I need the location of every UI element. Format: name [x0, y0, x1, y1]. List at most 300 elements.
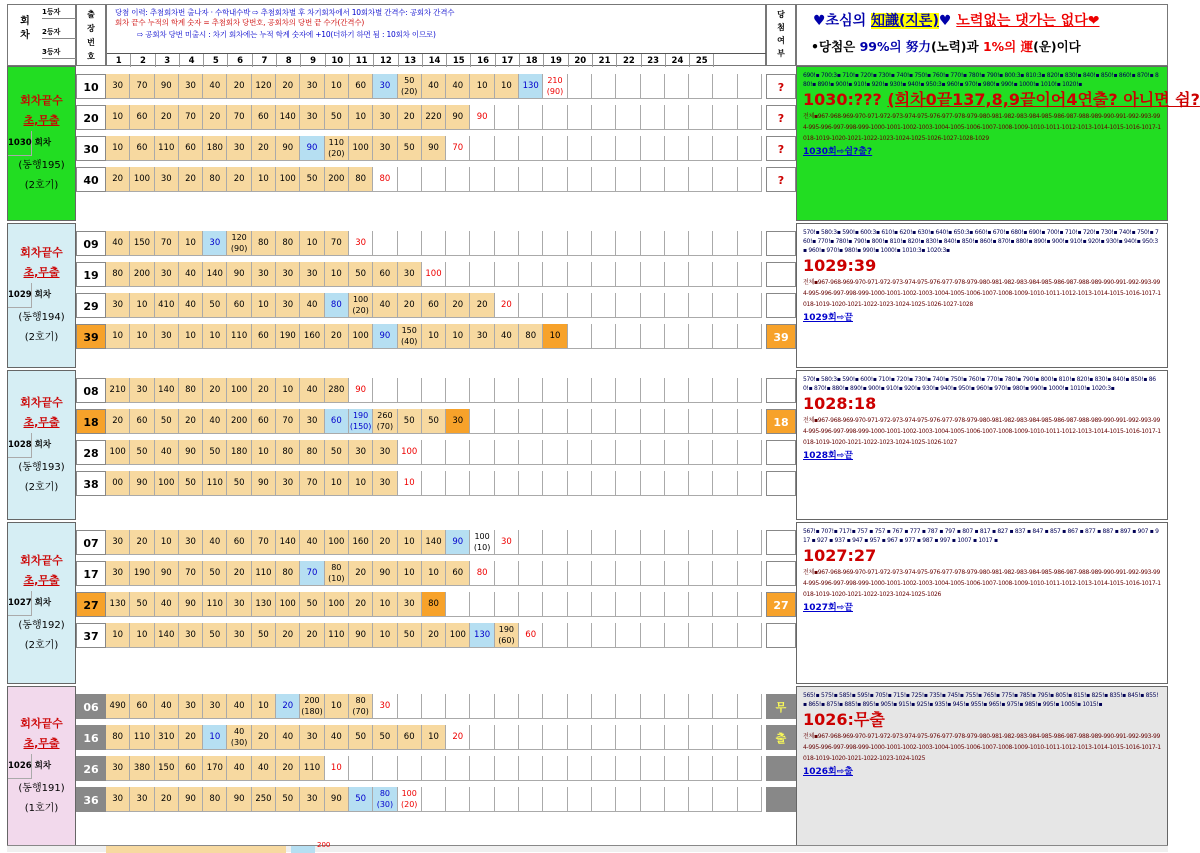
table-cell[interactable]: 90 [470, 105, 494, 130]
table-cell[interactable] [689, 694, 713, 719]
table-cell[interactable] [713, 293, 737, 318]
table-cell[interactable] [422, 787, 446, 812]
table-cell[interactable]: 190 (60) [495, 623, 519, 648]
table-cell[interactable]: 30 [106, 530, 130, 555]
table-cell[interactable] [543, 530, 567, 555]
table-cell[interactable] [592, 378, 616, 403]
table-cell[interactable]: 60 [446, 561, 470, 586]
table-cell[interactable]: 100 [276, 592, 300, 617]
table-cell[interactable]: 130 [106, 592, 130, 617]
table-cell[interactable]: 90 [227, 787, 251, 812]
table-cell[interactable] [665, 231, 689, 256]
table-cell[interactable] [641, 136, 665, 161]
table-cell[interactable]: 20 [495, 293, 519, 318]
table-cell[interactable] [689, 105, 713, 130]
table-cell[interactable]: 70 [227, 105, 251, 130]
table-cell[interactable]: 120 (90) [227, 231, 251, 256]
table-cell[interactable]: 20 [349, 592, 373, 617]
table-cell[interactable] [689, 378, 713, 403]
table-cell[interactable]: 30 [106, 74, 130, 99]
table-cell[interactable] [689, 74, 713, 99]
table-cell[interactable]: 200 [325, 167, 349, 192]
round-link[interactable]: 1028회⇨끝 [803, 451, 853, 461]
table-cell[interactable] [470, 378, 494, 403]
table-cell[interactable]: 20 [155, 787, 179, 812]
round-link[interactable]: 1026회⇨출 [803, 767, 853, 777]
table-cell[interactable]: 70 [179, 561, 203, 586]
table-cell[interactable]: 50 [349, 725, 373, 750]
table-cell[interactable]: 90 [349, 623, 373, 648]
table-cell[interactable] [470, 725, 494, 750]
table-cell[interactable]: 70 [130, 74, 154, 99]
table-cell[interactable]: 20 [227, 561, 251, 586]
table-cell[interactable]: 10 [373, 592, 397, 617]
table-cell[interactable] [641, 471, 665, 496]
table-cell[interactable]: 50 [179, 471, 203, 496]
table-cell[interactable]: 30 [373, 105, 397, 130]
table-cell[interactable] [689, 725, 713, 750]
table-cell[interactable]: 50 [398, 409, 422, 434]
table-cell[interactable] [665, 440, 689, 465]
table-cell[interactable] [665, 105, 689, 130]
table-cell[interactable]: 50 [398, 623, 422, 648]
table-cell[interactable] [738, 167, 762, 192]
table-cell[interactable] [519, 293, 543, 318]
table-cell[interactable] [422, 440, 446, 465]
table-cell[interactable]: 90 [446, 105, 470, 130]
table-cell[interactable]: 110 [203, 471, 227, 496]
table-cell[interactable] [373, 756, 397, 781]
table-cell[interactable]: 80 [106, 262, 130, 287]
table-cell[interactable] [568, 378, 592, 403]
table-cell[interactable] [641, 787, 665, 812]
table-cell[interactable]: 10 [130, 623, 154, 648]
table-cell[interactable]: 80 (70) [349, 694, 373, 719]
table-cell[interactable]: 90 [130, 471, 154, 496]
table-cell[interactable]: 380 [130, 756, 154, 781]
table-cell[interactable] [738, 324, 762, 349]
table-cell[interactable]: 60 [519, 623, 543, 648]
table-cell[interactable]: 150 [130, 231, 154, 256]
table-cell[interactable]: 50 [203, 561, 227, 586]
table-cell[interactable]: 30 [179, 694, 203, 719]
table-cell[interactable] [713, 167, 737, 192]
table-cell[interactable] [446, 167, 470, 192]
table-cell[interactable]: 20 [252, 725, 276, 750]
table-cell[interactable] [689, 561, 713, 586]
table-cell[interactable] [665, 293, 689, 318]
table-cell[interactable]: 10 [300, 231, 324, 256]
table-cell[interactable] [422, 694, 446, 719]
table-cell[interactable]: 60 [325, 409, 349, 434]
table-cell[interactable]: 80 [203, 167, 227, 192]
table-cell[interactable] [543, 136, 567, 161]
table-cell[interactable] [568, 623, 592, 648]
table-cell[interactable] [422, 231, 446, 256]
table-cell[interactable]: 20 [227, 167, 251, 192]
table-cell[interactable] [641, 409, 665, 434]
table-cell[interactable]: 280 [325, 378, 349, 403]
table-cell[interactable] [568, 74, 592, 99]
table-cell[interactable] [568, 530, 592, 555]
table-cell[interactable] [519, 409, 543, 434]
table-cell[interactable]: 100 [325, 592, 349, 617]
table-cell[interactable]: 140 [155, 378, 179, 403]
table-cell[interactable] [592, 105, 616, 130]
table-cell[interactable] [568, 167, 592, 192]
table-cell[interactable] [738, 623, 762, 648]
table-cell[interactable]: 10 [252, 167, 276, 192]
table-cell[interactable] [592, 324, 616, 349]
table-cell[interactable] [519, 231, 543, 256]
table-cell[interactable]: 40 [155, 440, 179, 465]
table-cell[interactable] [665, 623, 689, 648]
table-cell[interactable]: 30 [155, 262, 179, 287]
table-cell[interactable]: 10 [276, 378, 300, 403]
table-cell[interactable] [543, 378, 567, 403]
table-cell[interactable]: 30 [276, 471, 300, 496]
table-cell[interactable] [689, 293, 713, 318]
table-cell[interactable]: 30 [130, 787, 154, 812]
table-cell[interactable]: 100 [227, 378, 251, 403]
table-cell[interactable]: 60 [252, 409, 276, 434]
table-cell[interactable] [543, 262, 567, 287]
table-cell[interactable]: 90 [446, 530, 470, 555]
table-cell[interactable]: 90 [325, 787, 349, 812]
table-cell[interactable] [689, 262, 713, 287]
table-cell[interactable]: 30 [349, 440, 373, 465]
table-cell[interactable] [592, 756, 616, 781]
table-cell[interactable]: 60 [130, 136, 154, 161]
table-cell[interactable]: 40 [276, 725, 300, 750]
table-cell[interactable]: 30 [179, 74, 203, 99]
table-cell[interactable] [665, 262, 689, 287]
table-cell[interactable]: 100 [325, 530, 349, 555]
table-cell[interactable] [592, 409, 616, 434]
table-cell[interactable]: 90 [373, 561, 397, 586]
table-cell[interactable]: 30 [373, 440, 397, 465]
table-cell[interactable] [519, 136, 543, 161]
table-cell[interactable]: 110 [203, 592, 227, 617]
table-cell[interactable]: 190 (150) [349, 409, 373, 434]
table-cell[interactable] [568, 262, 592, 287]
table-cell[interactable] [568, 561, 592, 586]
table-cell[interactable]: 20 [470, 293, 494, 318]
table-cell[interactable]: 20 [276, 623, 300, 648]
table-cell[interactable]: 90 [179, 787, 203, 812]
table-cell[interactable] [738, 530, 762, 555]
table-cell[interactable]: 30 [155, 167, 179, 192]
table-cell[interactable] [616, 694, 640, 719]
table-cell[interactable] [616, 105, 640, 130]
table-cell[interactable] [616, 409, 640, 434]
table-cell[interactable]: 90 [227, 262, 251, 287]
table-cell[interactable]: 60 [398, 725, 422, 750]
table-cell[interactable] [568, 293, 592, 318]
table-cell[interactable]: 60 [179, 136, 203, 161]
table-cell[interactable]: 100 (10) [470, 530, 494, 555]
table-cell[interactable] [470, 471, 494, 496]
table-cell[interactable]: 30 [373, 471, 397, 496]
table-cell[interactable] [713, 74, 737, 99]
table-cell[interactable]: 80 [276, 440, 300, 465]
table-cell[interactable]: 10 [325, 74, 349, 99]
table-cell[interactable]: 60 [227, 293, 251, 318]
table-cell[interactable]: 200 [227, 409, 251, 434]
table-cell[interactable]: 70 [300, 561, 324, 586]
table-cell[interactable] [519, 105, 543, 130]
table-cell[interactable] [495, 231, 519, 256]
table-cell[interactable]: 30 [179, 623, 203, 648]
table-cell[interactable] [713, 440, 737, 465]
table-cell[interactable] [568, 471, 592, 496]
table-cell[interactable] [519, 167, 543, 192]
table-cell[interactable] [495, 136, 519, 161]
table-cell[interactable]: 260 (70) [373, 409, 397, 434]
table-cell[interactable]: 10 [252, 440, 276, 465]
table-cell[interactable] [665, 787, 689, 812]
table-cell[interactable] [738, 592, 762, 617]
table-cell[interactable] [519, 530, 543, 555]
table-cell[interactable] [543, 623, 567, 648]
table-cell[interactable]: 10 [470, 74, 494, 99]
table-cell[interactable]: 80 [519, 324, 543, 349]
table-cell[interactable]: 110 [325, 623, 349, 648]
table-cell[interactable]: 80 [349, 167, 373, 192]
table-cell[interactable] [641, 592, 665, 617]
table-cell[interactable]: 160 [349, 530, 373, 555]
table-cell[interactable] [738, 136, 762, 161]
table-cell[interactable]: 100 [155, 471, 179, 496]
table-cell[interactable]: 20 [252, 378, 276, 403]
table-cell[interactable] [543, 592, 567, 617]
table-cell[interactable]: 10 [130, 293, 154, 318]
table-cell[interactable]: 80 [300, 440, 324, 465]
table-cell[interactable] [495, 105, 519, 130]
table-cell[interactable]: 50 [373, 725, 397, 750]
table-cell[interactable]: 30 [179, 530, 203, 555]
table-cell[interactable] [470, 756, 494, 781]
table-cell[interactable]: 40 [106, 231, 130, 256]
table-cell[interactable]: 40 [373, 293, 397, 318]
table-cell[interactable] [689, 530, 713, 555]
table-cell[interactable]: 250 [252, 787, 276, 812]
table-cell[interactable]: 20 [446, 293, 470, 318]
table-cell[interactable] [470, 136, 494, 161]
table-cell[interactable]: 40 [300, 293, 324, 318]
table-cell[interactable] [422, 471, 446, 496]
table-cell[interactable]: 40 [325, 725, 349, 750]
table-cell[interactable]: 90 [349, 378, 373, 403]
table-cell[interactable] [568, 694, 592, 719]
table-cell[interactable]: 20 [325, 324, 349, 349]
table-cell[interactable]: 20 [300, 623, 324, 648]
table-cell[interactable]: 20 [106, 409, 130, 434]
table-cell[interactable] [446, 592, 470, 617]
table-cell[interactable]: 110 [252, 561, 276, 586]
table-cell[interactable]: 130 [470, 623, 494, 648]
table-cell[interactable]: 80 [422, 592, 446, 617]
table-cell[interactable]: 30 [106, 561, 130, 586]
table-cell[interactable] [543, 167, 567, 192]
table-cell[interactable] [665, 378, 689, 403]
table-cell[interactable]: 40 [422, 74, 446, 99]
table-cell[interactable] [543, 694, 567, 719]
table-cell[interactable] [641, 623, 665, 648]
table-cell[interactable]: 10 [106, 105, 130, 130]
table-cell[interactable]: 60 [130, 409, 154, 434]
table-cell[interactable] [470, 694, 494, 719]
round-link[interactable]: 1027회⇨끝 [803, 603, 853, 613]
table-cell[interactable]: 60 [227, 530, 251, 555]
table-cell[interactable] [495, 440, 519, 465]
table-cell[interactable] [592, 592, 616, 617]
table-cell[interactable]: 70 [179, 105, 203, 130]
table-cell[interactable] [470, 262, 494, 287]
table-cell[interactable] [592, 471, 616, 496]
table-cell[interactable] [641, 262, 665, 287]
table-cell[interactable] [616, 787, 640, 812]
table-cell[interactable]: 10 [325, 756, 349, 781]
table-cell[interactable] [495, 409, 519, 434]
table-cell[interactable]: 20 [276, 694, 300, 719]
table-cell[interactable]: 200 [130, 262, 154, 287]
table-cell[interactable] [519, 592, 543, 617]
table-cell[interactable] [738, 787, 762, 812]
table-cell[interactable]: 60 [130, 694, 154, 719]
table-cell[interactable]: 40 [495, 324, 519, 349]
table-cell[interactable]: 140 [203, 262, 227, 287]
table-cell[interactable] [470, 409, 494, 434]
table-cell[interactable] [519, 787, 543, 812]
table-cell[interactable] [616, 561, 640, 586]
table-cell[interactable] [616, 262, 640, 287]
table-cell[interactable]: 10 [422, 725, 446, 750]
table-cell[interactable] [543, 409, 567, 434]
table-cell[interactable]: 60 [252, 105, 276, 130]
table-cell[interactable] [543, 756, 567, 781]
table-cell[interactable]: 20 [155, 105, 179, 130]
table-cell[interactable]: 100 [422, 262, 446, 287]
table-cell[interactable] [470, 231, 494, 256]
table-cell[interactable]: 40 [446, 74, 470, 99]
table-cell[interactable]: 10 [106, 623, 130, 648]
table-cell[interactable]: 30 [203, 231, 227, 256]
table-cell[interactable] [398, 756, 422, 781]
table-cell[interactable]: 30 [227, 592, 251, 617]
table-cell[interactable]: 210 [106, 378, 130, 403]
table-cell[interactable]: 190 [276, 324, 300, 349]
table-cell[interactable] [713, 725, 737, 750]
table-cell[interactable]: 70 [446, 136, 470, 161]
table-cell[interactable]: 170 [203, 756, 227, 781]
table-cell[interactable]: 160 [300, 324, 324, 349]
table-cell[interactable]: 80 [276, 231, 300, 256]
table-cell[interactable]: 110 (20) [325, 136, 349, 161]
table-cell[interactable] [543, 561, 567, 586]
table-cell[interactable] [446, 756, 470, 781]
table-cell[interactable]: 10 [179, 231, 203, 256]
table-cell[interactable]: 00 [106, 471, 130, 496]
table-cell[interactable]: 50 (20) [398, 74, 422, 99]
table-cell[interactable] [543, 293, 567, 318]
table-cell[interactable]: 30 [373, 136, 397, 161]
table-cell[interactable] [641, 378, 665, 403]
table-cell[interactable]: 70 [252, 530, 276, 555]
table-cell[interactable]: 490 [106, 694, 130, 719]
table-cell[interactable]: 30 [227, 136, 251, 161]
table-cell[interactable] [470, 592, 494, 617]
table-cell[interactable] [398, 231, 422, 256]
table-cell[interactable]: 30 [300, 74, 324, 99]
table-cell[interactable] [543, 440, 567, 465]
table-cell[interactable] [738, 561, 762, 586]
table-cell[interactable]: 50 [155, 409, 179, 434]
table-cell[interactable]: 10 [349, 471, 373, 496]
table-cell[interactable] [713, 105, 737, 130]
table-cell[interactable] [665, 725, 689, 750]
table-cell[interactable] [738, 74, 762, 99]
table-cell[interactable]: 180 [227, 440, 251, 465]
table-cell[interactable]: 20 [398, 293, 422, 318]
table-cell[interactable] [568, 409, 592, 434]
table-cell[interactable]: 50 [227, 471, 251, 496]
table-cell[interactable]: 10 [179, 324, 203, 349]
table-cell[interactable]: 90 [276, 136, 300, 161]
table-cell[interactable] [495, 725, 519, 750]
table-cell[interactable] [689, 623, 713, 648]
table-cell[interactable] [738, 231, 762, 256]
table-cell[interactable] [495, 262, 519, 287]
table-cell[interactable]: 10 [349, 105, 373, 130]
table-cell[interactable] [713, 756, 737, 781]
table-cell[interactable]: 30 [446, 409, 470, 434]
table-cell[interactable] [446, 694, 470, 719]
table-cell[interactable] [641, 167, 665, 192]
table-cell[interactable]: 190 [130, 561, 154, 586]
table-cell[interactable] [689, 136, 713, 161]
table-cell[interactable] [616, 592, 640, 617]
table-cell[interactable] [616, 293, 640, 318]
table-cell[interactable] [665, 471, 689, 496]
table-cell[interactable] [568, 105, 592, 130]
table-cell[interactable] [738, 409, 762, 434]
table-cell[interactable] [495, 471, 519, 496]
table-cell[interactable]: 50 [398, 136, 422, 161]
table-cell[interactable]: 50 [325, 440, 349, 465]
table-cell[interactable]: 10 [252, 293, 276, 318]
table-cell[interactable]: 30 [300, 787, 324, 812]
table-cell[interactable] [738, 756, 762, 781]
table-cell[interactable] [641, 440, 665, 465]
table-cell[interactable]: 20 [373, 530, 397, 555]
table-cell[interactable] [738, 262, 762, 287]
table-cell[interactable] [568, 324, 592, 349]
table-cell[interactable]: 150 (40) [398, 324, 422, 349]
table-cell[interactable] [713, 530, 737, 555]
table-cell[interactable]: 50 [300, 592, 324, 617]
table-cell[interactable]: 20 [179, 409, 203, 434]
table-cell[interactable]: 30 [252, 262, 276, 287]
table-cell[interactable] [641, 293, 665, 318]
table-cell[interactable] [616, 378, 640, 403]
table-cell[interactable]: 30 [203, 694, 227, 719]
table-cell[interactable]: 80 [203, 787, 227, 812]
table-cell[interactable]: 110 [227, 324, 251, 349]
table-cell[interactable]: 20 [179, 167, 203, 192]
table-cell[interactable] [568, 725, 592, 750]
table-cell[interactable]: 50 [349, 787, 373, 812]
